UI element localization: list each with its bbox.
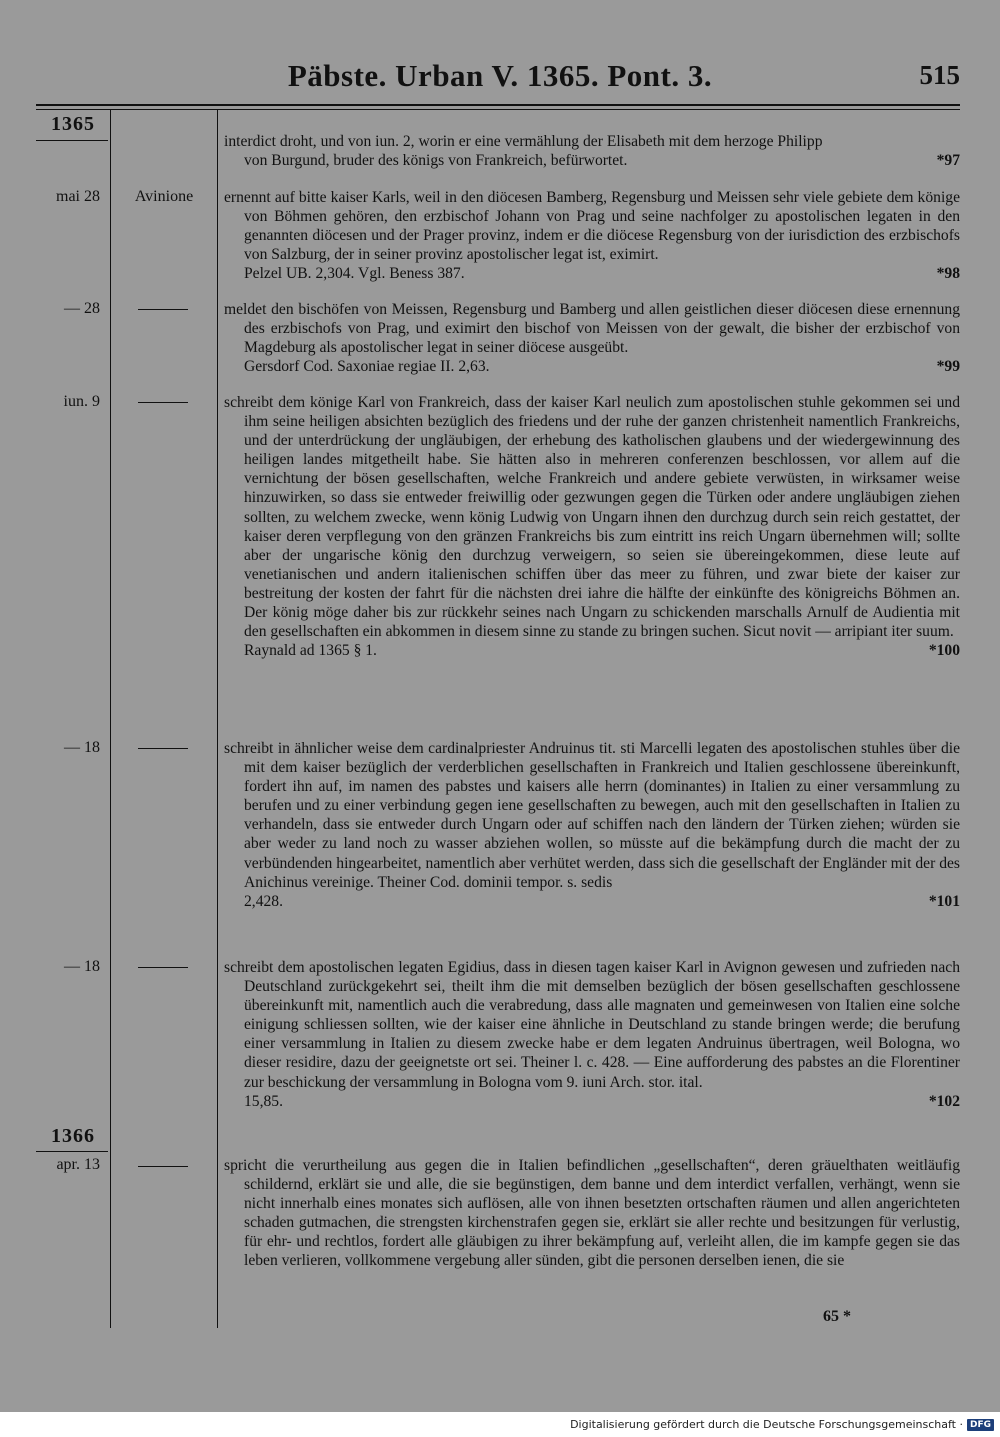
- entry-tail: [224, 151, 960, 170]
- entry-number: *98: [936, 265, 960, 283]
- entry-date: — 18: [64, 739, 100, 756]
- entry-number: *102: [928, 1092, 960, 1110]
- regest-entry: [224, 739, 960, 911]
- entry-text: schreibt dem apostolischen legaten Egidius, dass in diesen tagen kaiser Karl in Avignon gewesen und zufrieden nach Deutschland zurückgekehrt sei, theilt ihm die mit demselben bezüglich der bösen gesellschaften geschlossene übereinkunft mit, namentlich auch die verabredung, dass alle magnaten und gemeinwesen von Italien eine solche einigung schliessen sollten, wie der kaiser eine ähnliche in Deutschland zu stande bringen werde; die berufung einer versammlung in Italien zu diesem zwecke habe er dem legaten Andruinus übertragen, weil Bologna, wo dieser residire, dazu der geeignetste ort sei. Theiner l. c. 428. — Eine aufforderung des pabstes an die Florentiner zur beschickung der versammlung in Bologna vom 9. iuni Arch. stor. ital.: [224, 959, 960, 1091]
- regest-entry: [224, 393, 960, 660]
- signature-mark: 65 *: [823, 1308, 851, 1325]
- entry-source: von Burgund, bruder des königs von Frankreich, befürwortet.: [244, 152, 628, 170]
- entry-number: *100: [928, 642, 960, 660]
- column-divider-place: [217, 110, 218, 1328]
- digitization-credit: [570, 1418, 994, 1431]
- dfg-logo-icon: DFG: [967, 1419, 994, 1431]
- entry-tail: [224, 264, 960, 283]
- regest-entry: [224, 188, 960, 283]
- regest-entry: [224, 958, 960, 1111]
- year-label-1366: 1366: [51, 1125, 95, 1147]
- place-ditto-rule: [138, 1166, 188, 1167]
- entry-source: Pelzel UB. 2,304. Vgl. Beness 387.: [244, 265, 465, 283]
- entry-tail: [224, 357, 960, 376]
- entry-date: mai 28: [56, 188, 100, 205]
- entry-source: Gersdorf Cod. Saxoniae regiae II. 2,63.: [244, 358, 490, 376]
- entry-text: interdict droht, und von iun. 2, worin er eine vermählung der Elisabeth mit dem herzoge Philipp: [224, 133, 823, 150]
- place-ditto-rule: [138, 402, 188, 403]
- entry-place: Avinione: [134, 188, 194, 205]
- entry-tail: [224, 892, 960, 911]
- year-rule: [36, 140, 108, 141]
- regest-entry: [224, 1156, 960, 1271]
- header-rule-thin: [36, 109, 960, 110]
- regest-entry: [224, 300, 960, 376]
- entry-tail: [224, 641, 960, 660]
- entry-source: 2,428.: [244, 892, 283, 910]
- credit-text: Digitalisierung gefördert durch die Deutsche Forschungsgemeinschaft ·: [570, 1418, 963, 1431]
- page-number: 515: [919, 60, 960, 90]
- entry-date: iun. 9: [63, 393, 100, 410]
- entry-text: schreibt dem könige Karl von Frankreich, dass der kaiser Karl neulich zum apostolischen stuhle gekommen sei und ihm seine heiligen absichten bezüglich des friedens und der ruhe der ganzen christenheit namentlich Frankreichs, und der unterdrückung der ungläubigen, der erhebung des katholischen glaubens und der wiedergewinnung des heiligen landes mitgetheilt habe. Sie hätten also in mehreren conferenzen beschlossen, vor allem auf die vernichtung der bösen gesellschaften, welche Frankreich und andere gebiete verwüsten, in wirksamer weise hinzuwirken, so dass sie entweder freiwillig oder gezwungen gegen die Türken oder andere ungläubigen ziehen sollten, zu welchem zwecke, wenn könig Ludwig von Ungarn ihnen den durchzug durch sein reich gestattet, der kaiser deren verpflegung von den gränzen Frankreichs bis zum eintritt ins reich Ungarn übernehmen will; sollte aber der ungarische könig den durchzug verweigern, so seien sie übereingekommen, diese leute auf venetianischen und andern italienischen schiffen über das meer zu führen, und zwar biete der kaiser zur bestreitung der kosten der fahrt für die nächsten drei iahre die hälfte der einkünfte des königreichs Böhmen an. Der könig möge daher bis zur rückkehr seines nach Ungarn zu schickenden marschalls Arnulf de Audientia mit den gesellschaften ein abkommen in diesem sinne zu stande zu bringen suchen. Sicut novit — arripiant iter suum.: [224, 394, 960, 641]
- entry-number: *99: [936, 358, 960, 376]
- entry-source: 15,85.: [244, 1092, 283, 1110]
- entry-number: *101: [928, 892, 960, 910]
- column-divider-date: [110, 110, 111, 1328]
- place-ditto-rule: [138, 748, 188, 749]
- entry-text: spricht die verurtheilung aus gegen die in Italien befindlichen „gesellschaften“, deren gräuelthaten weitläufig schildernd, erklärt sie und alle, die sie begünstigen, dem banne und dem interdict verfallen, verhängt, wenn sie nicht innerhalb eines monates sich auflösen, alle von ihnen besetzten ortschaften räumen und allen angerichteten schaden gutmachen, die strengsten kirchenstrafen gegen sie, erklärt sie aller rechte und besitzungen für verlustig, für ehr- und rechtlos, fordert alle gläubigen zu ihrer bekämpfung auf, verleiht allen, die im kampfe gegen sie das leben verlieren, vollkommene vergebung aller sünden, gibt die personen derselben ienen, die sie: [224, 1157, 960, 1270]
- entry-source: Raynald ad 1365 § 1.: [244, 642, 377, 660]
- entry-tail: [224, 1092, 960, 1111]
- page-title: Päbste. Urban V. 1365. Pont. 3.: [287, 58, 713, 93]
- entry-text: schreibt in ähnlicher weise dem cardinalpriester Andruinus tit. sti Marcelli legaten des apostolischen stuhles über die mit dem kaiser bezüglich der verderblichen gesellschaften in Frankreich und Italien geschlossene übereinkunft, fordert ihn auf, im namen des pabstes und kaisers alle herrn (dominantes) in Italien zu einer versammlung zu berufen und zu einer verbindung gegen iene gesellschaften zu bewegen, auch mit den gesellschaften in Italien zu verhandeln, dass sie entweder durch Ungarn oder auf schiffen nach den ländern der Türken ziehen; würden sie aber weder zu land noch zu wasser abziehen wollen, so müsste auf die bekämpfung durch die macht der zu verbündenden hingearbeitet, namentlich aber verhütet werden, dass sich die gesellschaft der Engländer mit der des Anichinus vereinige. Theiner Cod. dominii tempor. s. sedis: [224, 740, 960, 891]
- header-rule: [36, 104, 960, 106]
- year-rule: [36, 1151, 108, 1152]
- place-ditto-rule: [138, 967, 188, 968]
- year-label-1365: 1365: [51, 113, 95, 135]
- entry-number: *97: [936, 152, 960, 170]
- place-ditto-rule: [138, 309, 188, 310]
- entry-text: meldet den bischöfen von Meissen, Regensburg und Bamberg und allen geistlichen dieser diöcesen diese ernennung des erzbischofs von Prag, und eximirt den bischof von Meissen von der gewalt, die bisher der erzbischof von Magdeburg als apostolischer legat in seiner diöcese ausgeübt.: [224, 301, 960, 357]
- entry-date: — 28: [64, 300, 100, 317]
- entry-date: apr. 13: [56, 1156, 100, 1173]
- entry-text: ernennt auf bitte kaiser Karls, weil in den diöcesen Bamberg, Regensburg und Meissen sehr viele gebiete dem könige von Böhmen gehören, den erzbischof Johann von Prag und seine nachfolger zu apostolischen legaten in den genannten diöcesen und der Prager provinz, indem er die diöcese Regensburg von der iurisdiction des erzbischofs von Salzburg, der in seiner provinz apostolischer legat ist, eximirt.: [224, 189, 960, 264]
- entry-date: — 18: [64, 958, 100, 975]
- regest-entry: [224, 132, 960, 170]
